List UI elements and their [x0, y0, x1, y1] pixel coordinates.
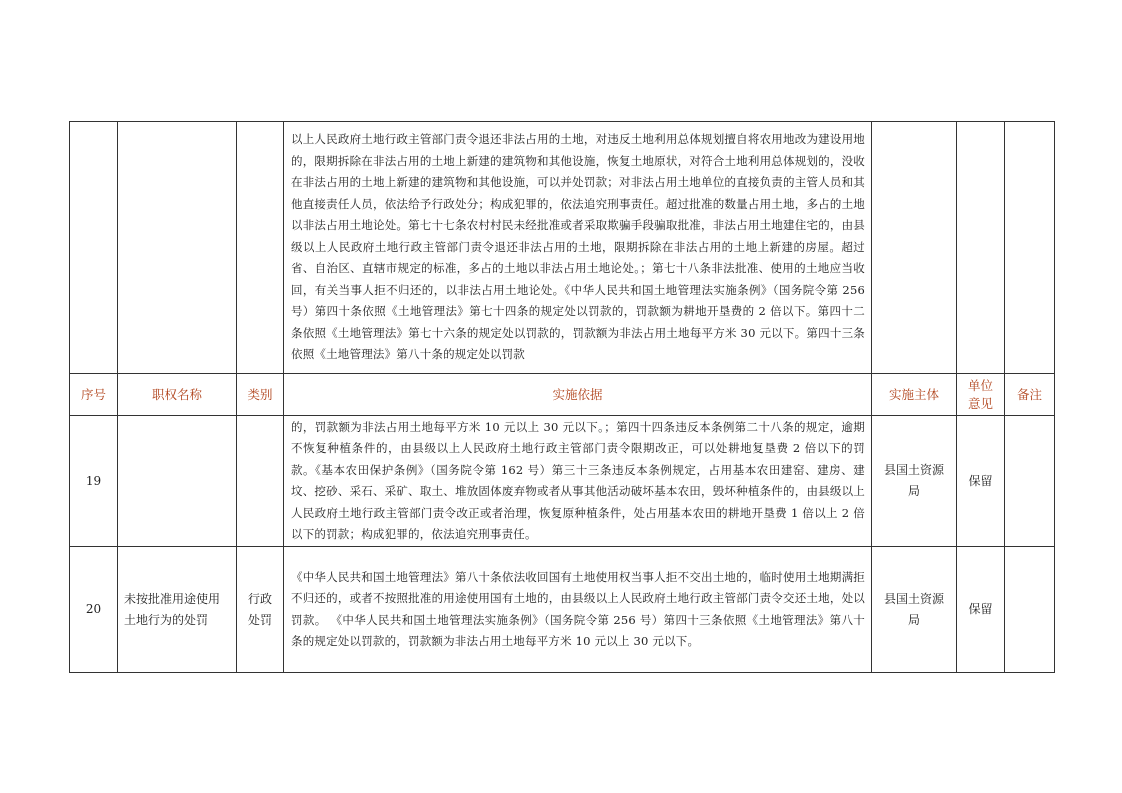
name-cell — [118, 416, 237, 547]
header-subject: 实施主体 — [872, 374, 957, 416]
basis-cell: 以上人民政府土地行政主管部门责令退还非法占用的土地，对违反土地利用总体规划擅自将农用地改为建设用地的，限期拆除在非法占用的土地上新建的建筑物和其他设施，恢复土地原状，对符合土地利用总体规划的，没收在非法占用的土地上新建的建筑物和其他设施，可以并处罚款；对非法占用土地单位的直接负责的主管人员和其他直接责任人员，依法给予行政处分；构成犯罪的，依法追究刑事责任。超过批准的数量占用土地，多占的土地以非法占用土地论处。第七十七条农村村民未经批准或者采取欺骗手段骗取批准，非法占用土地建住宅的，由县级以上人民政府土地行政主管部门责令退还非法占用的土地，限期拆除在非法占用的土地上新建的房屋。超过省、自治区、直辖市规定的标准，多占的土地以非法占用土地论处。；第七十八条非法批准、使用的土地应当收回，有关当事人拒不归还的，以非法占用土地论处。《中华人民共和国土地管理法实施条例》（国务院令第 256 号）第四十条依照《土地管理法》第七十四条的规定处以罚款的，罚款额为耕地开垦费的 2 倍以下。第四十二条依照《土地管理法》第七十六条的规定处以罚款的，罚款额为非法占用土地每平方米 30 元以下。第四十三条依照《土地管理法》第八十条的规定处以罚款 — [284, 122, 872, 374]
header-opinion-line2: 意见 — [967, 395, 993, 411]
opinion-cell: 保留 — [957, 416, 1005, 547]
header-remark: 备注 — [1005, 374, 1055, 416]
opinion-cell — [957, 122, 1005, 374]
name-cell — [118, 122, 237, 374]
remark-cell — [1005, 416, 1055, 547]
remark-cell — [1005, 122, 1055, 374]
name-cell: 未按批准用途使用土地行为的处罚 — [118, 547, 237, 673]
category-cell: 行政处罚 — [237, 547, 284, 673]
table-row — [70, 547, 1055, 673]
continued-row — [70, 122, 1055, 374]
category-cell — [237, 416, 284, 547]
table-row — [70, 416, 1055, 547]
subject-cell: 县国土资源局 — [872, 547, 957, 673]
seq-cell — [70, 122, 118, 374]
opinion-cell: 保留 — [957, 547, 1005, 673]
subject-cell: 县国土资源局 — [872, 416, 957, 547]
header-basis: 实施依据 — [284, 374, 872, 416]
header-opinion — [957, 374, 1005, 416]
header-name: 职权名称 — [118, 374, 237, 416]
header-opinion-line1: 单位 — [967, 377, 993, 393]
table-header — [70, 374, 1055, 416]
subject-cell — [872, 122, 957, 374]
basis-cell: 的，罚款额为非法占用土地每平方米 10 元以上 30 元以下。；第四十四条违反本条例第二十八条的规定，逾期不恢复种植条件的，由县级以上人民政府土地行政主管部门责令限期改正，可以处耕地复垦费 2 倍以下的罚款。《基本农田保护条例》（国务院令第 162 号）第三十三条违反本条例规定，占用基本农田建窑、建房、建坟、挖砂、采石、采矿、取土、堆放固体废弃物或者从事其他活动破坏基本农田，毁坏种植条件的，由县级以上人民政府土地行政主管部门责令改正或者治理，恢复原种植条件，处占用基本农田的耕地开垦费 1 倍以上 2 倍以下的罚款；构成犯罪的，依法追究刑事责任。 — [284, 416, 872, 547]
seq-cell: 20 — [70, 547, 118, 673]
header-category: 类别 — [237, 374, 284, 416]
header-seq: 序号 — [70, 374, 118, 416]
basis-cell: 《中华人民共和国土地管理法》第八十条依法收回国有土地使用权当事人拒不交出土地的，临时使用土地期满拒不归还的，或者不按照批准的用途使用国有土地的，由县级以上人民政府土地行政主管部门责令交还土地，处以罚款。 《中华人民共和国土地管理法实施条例》（国务院令第 256 号）第四十三条依照《土地管理法》第八十条的规定处以罚款的，罚款额为非法占用土地每平方米 10 元以上 30 元以下。 — [284, 547, 872, 673]
category-cell — [237, 122, 284, 374]
remark-cell — [1005, 547, 1055, 673]
enforcement-table — [69, 121, 1055, 673]
seq-cell: 19 — [70, 416, 118, 547]
